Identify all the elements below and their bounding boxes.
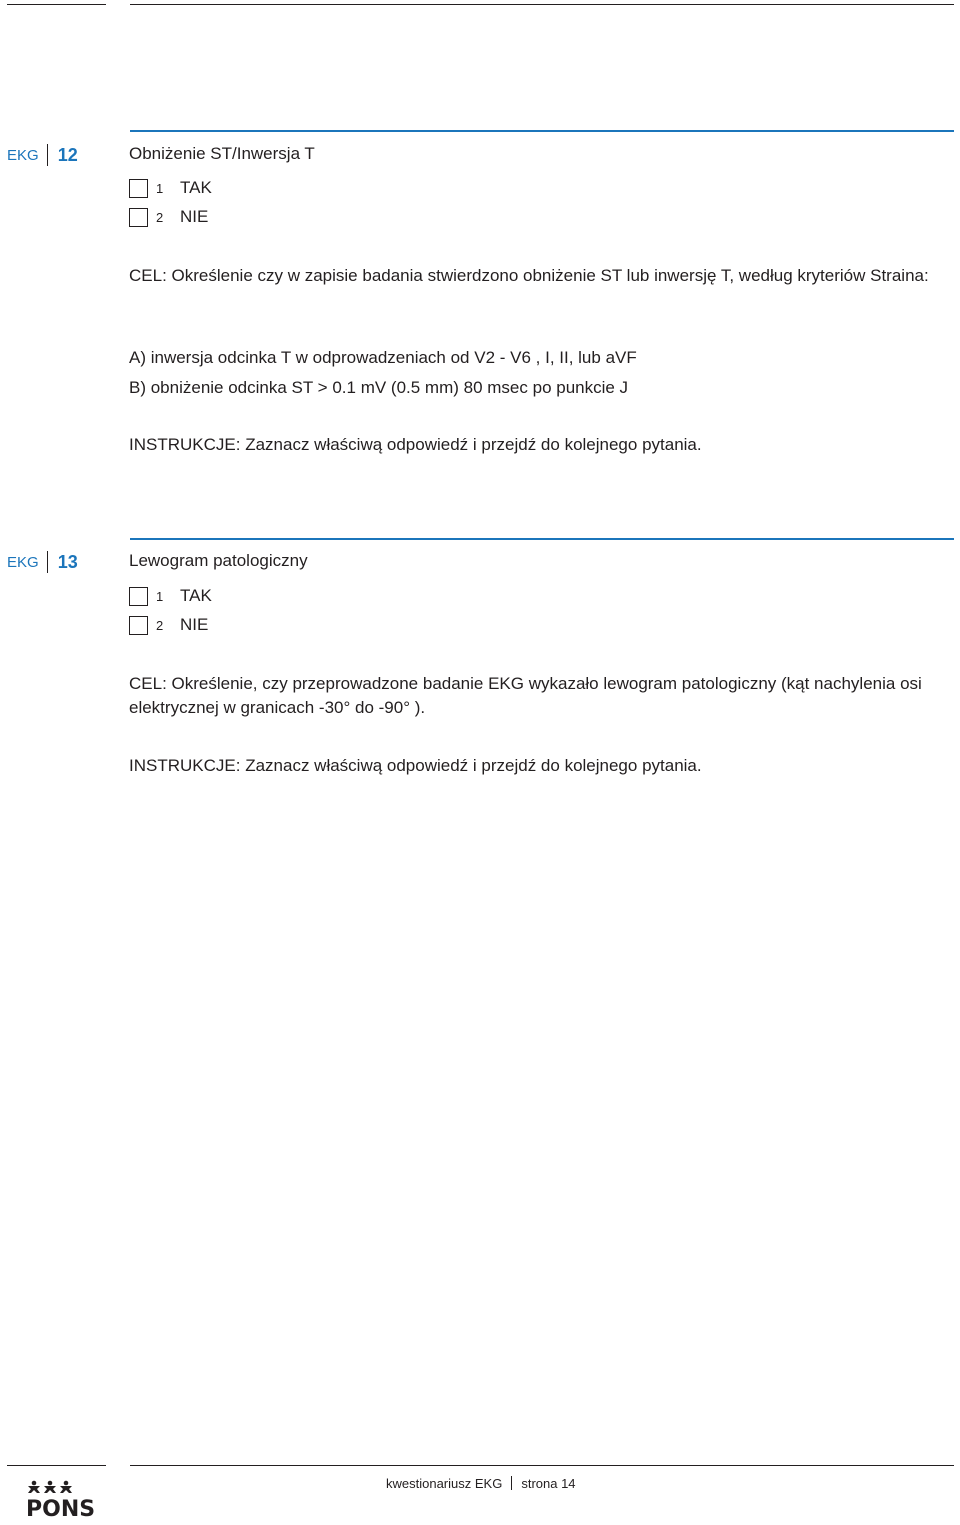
q12-section-label: EKG bbox=[7, 146, 39, 164]
q13-goal-label: CEL: bbox=[129, 674, 167, 693]
q13-instructions-label: INSTRUKCJE: bbox=[129, 756, 241, 775]
q12-option-no-label: NIE bbox=[180, 207, 209, 226]
q12-option-yes[interactable] bbox=[129, 177, 212, 199]
q13-option-yes-number: 1 bbox=[156, 588, 164, 604]
q12-header-rule bbox=[130, 130, 954, 132]
q13-option-yes-label: TAK bbox=[180, 586, 212, 605]
q13-checkbox-yes[interactable] bbox=[129, 587, 148, 606]
q13-section-id bbox=[7, 550, 78, 574]
q12-option-yes-label: TAK bbox=[180, 178, 212, 197]
q12-section-number: 12 bbox=[57, 144, 78, 165]
q12-option-no-number: 2 bbox=[156, 209, 164, 225]
q12-goal-text: Określenie czy w zapisie badania stwierdzono obniżenie ST lub inwersję T, według kryteriów Straina: bbox=[166, 266, 929, 285]
q13-option-no-number: 2 bbox=[156, 617, 164, 633]
footer-separator bbox=[511, 1476, 512, 1490]
q12-section-divider bbox=[47, 144, 48, 166]
q12-checkbox-yes[interactable] bbox=[129, 179, 148, 198]
footer-rule-right bbox=[130, 1465, 954, 1466]
footer-page-number: strona 14 bbox=[521, 1476, 576, 1491]
footer-document-title: kwestionariusz EKG bbox=[386, 1476, 503, 1491]
q12-goal-label: CEL: bbox=[129, 266, 167, 285]
footer-rule-left bbox=[7, 1465, 106, 1466]
q13-instructions bbox=[129, 754, 959, 778]
q13-option-no[interactable] bbox=[129, 614, 208, 636]
q12-criterion-a: A) inwersja odcinka T w odprowadzeniach od V2 - V6 , I, II, lub aVF bbox=[129, 348, 637, 367]
pons-logo bbox=[26, 1480, 96, 1522]
q12-option-no[interactable] bbox=[129, 206, 208, 228]
pons-logo-figures-icon bbox=[26, 1480, 86, 1494]
q12-instructions-label: INSTRUKCJE: bbox=[129, 435, 241, 454]
pons-logo-wordmark: PONS bbox=[26, 1497, 96, 1522]
q12-criterion-b: B) obniżenie odcinka ST > 0.1 mV (0.5 mm) 80 msec po punkcie J bbox=[129, 378, 629, 397]
q13-checkbox-no[interactable] bbox=[129, 616, 148, 635]
q13-goal-text: Określenie, czy przeprowadzone badanie EKG wykazało lewogram patologiczny (kąt nachylenia osi elektrycznej w granicach -30° do -90° ). bbox=[129, 674, 922, 717]
q12-checkbox-no[interactable] bbox=[129, 208, 148, 227]
q13-section-number: 13 bbox=[57, 551, 78, 572]
q12-option-yes-number: 1 bbox=[156, 180, 164, 196]
q13-section-label: EKG bbox=[7, 553, 39, 571]
q13-option-yes[interactable] bbox=[129, 585, 212, 607]
q13-instructions-text: Zaznacz właściwą odpowiedź i przejdź do kolejnego pytania. bbox=[240, 756, 702, 775]
q13-header-rule bbox=[130, 538, 954, 540]
q13-option-no-label: NIE bbox=[180, 615, 209, 634]
q12-goal bbox=[129, 264, 959, 288]
q12-instructions-text: Zaznacz właściwą odpowiedź i przejdź do kolejnego pytania. bbox=[240, 435, 702, 454]
q12-title: Obniżenie ST/Inwersja T bbox=[129, 144, 315, 163]
q12-section-id bbox=[7, 143, 78, 167]
q13-title: Lewogram patologiczny bbox=[129, 551, 308, 570]
q13-section-divider bbox=[47, 551, 48, 573]
q12-instructions bbox=[129, 433, 959, 457]
footer-page-info bbox=[386, 1476, 576, 1491]
top-rule-right bbox=[130, 4, 954, 5]
q13-goal bbox=[129, 672, 959, 720]
top-rule-left bbox=[7, 4, 106, 5]
